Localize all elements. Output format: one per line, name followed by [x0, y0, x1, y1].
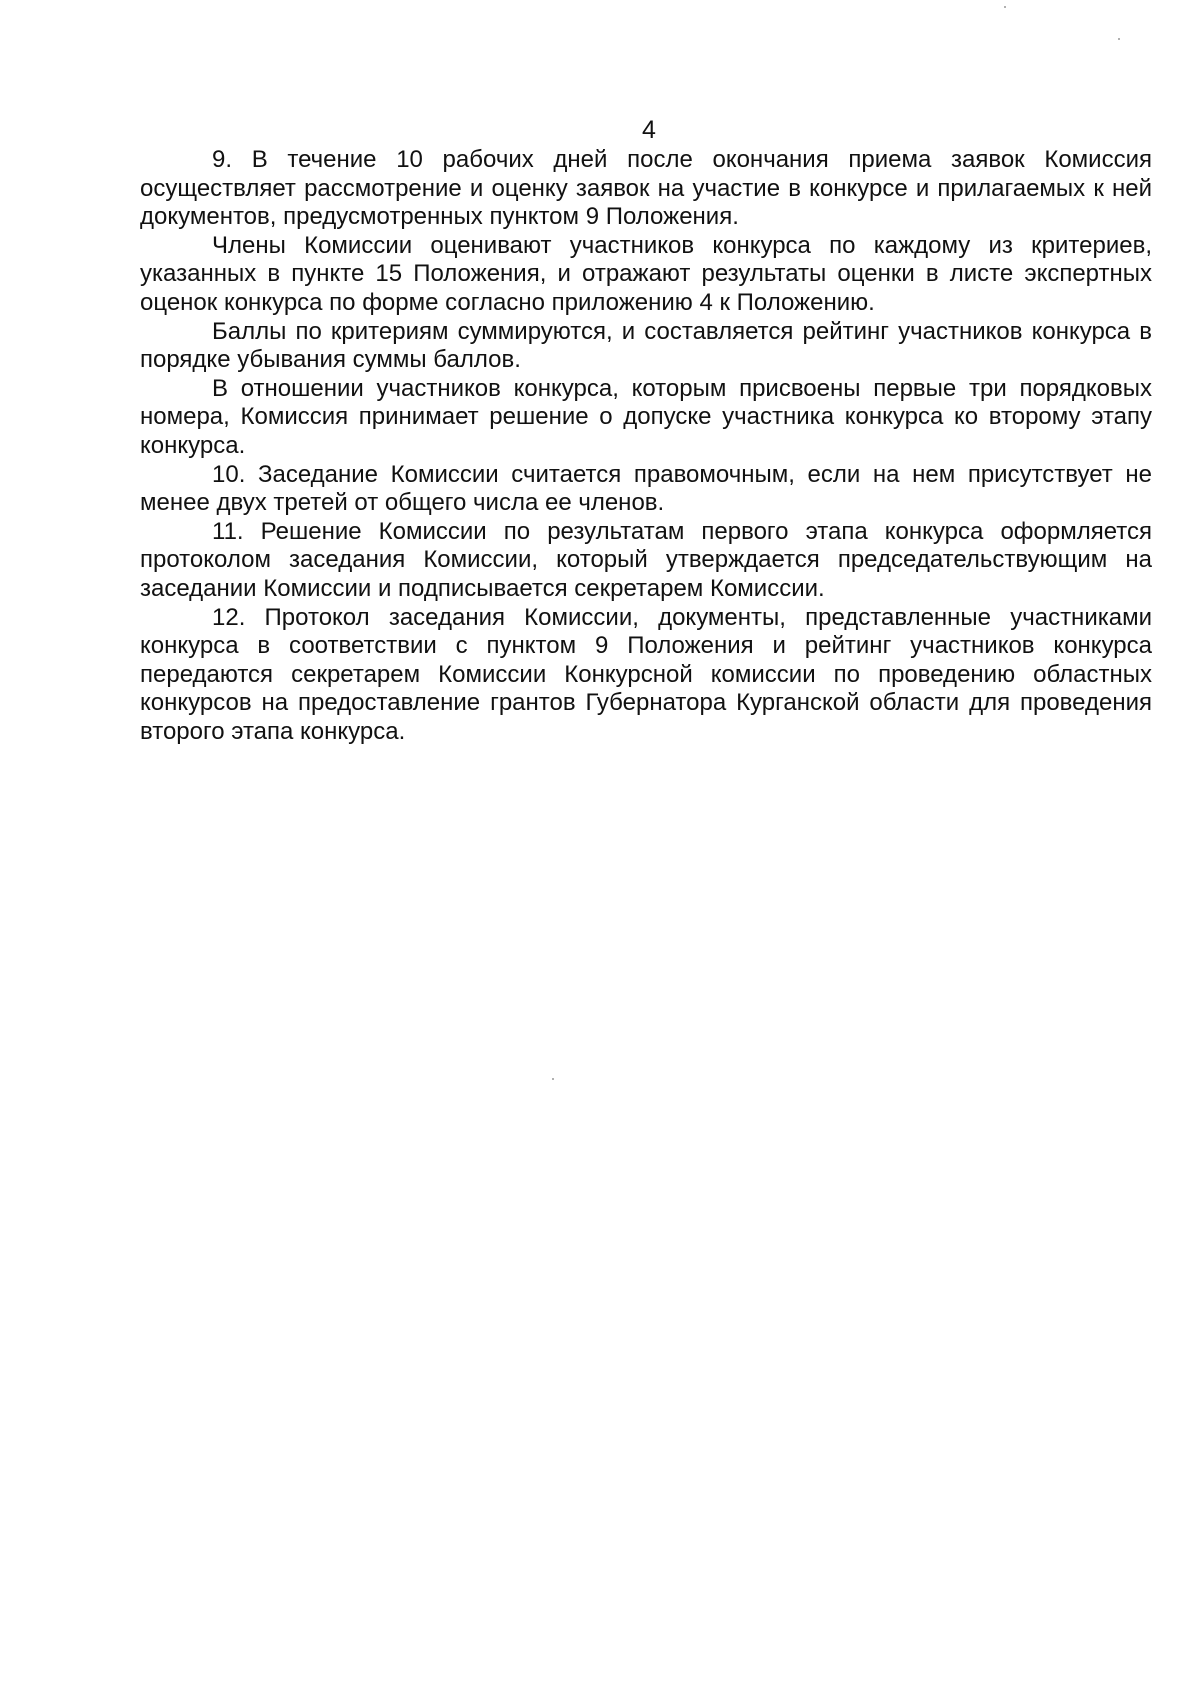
paragraph-item-10: 10. Заседание Комиссии считается правомочным, если на нем присутствует не менее двух третей от общего числа ее членов.: [140, 460, 1152, 517]
paragraph-item-11: 11. Решение Комиссии по результатам первого этапа конкурса оформляется протоколом заседания Комиссии, который утверждается председательствующим на заседании Комиссии и подписывается секретарем Комиссии.: [140, 517, 1152, 602]
document-body: [140, 146, 1152, 746]
paragraph-scores-rating: Баллы по критериям суммируются, и составляется рейтинг участников конкурса в порядке убывания суммы баллов.: [140, 317, 1152, 374]
paragraph-admission-decision: В отношении участников конкурса, которым присвоены первые три порядковых номера, Комиссия принимает решение о допуске участника конкурса ко второму этапу конкурса.: [140, 374, 1152, 459]
page-number: 4: [642, 116, 656, 144]
paragraph-item-9: 9. В течение 10 рабочих дней после окончания приема заявок Комиссия осуществляет рассмотрение и оценку заявок на участие в конкурсе и прилагаемых к ней документов, предусмотренных пунктом 9 Положения.: [140, 146, 1152, 231]
scan-speck: [1004, 6, 1006, 8]
scan-speck: [552, 1078, 554, 1080]
scan-speck: [1118, 38, 1120, 40]
paragraph-item-12: 12. Протокол заседания Комиссии, документы, представленные участниками конкурса в соответствии с пунктом 9 Положения и рейтинг участников конкурса передаются секретарем Комиссии Конкурсной комиссии по проведению областных конкурсов на предоставление грантов Губернатора Курганской области для проведения второго этапа конкурса.: [140, 603, 1152, 745]
paragraph-members-evaluate: Члены Комиссии оценивают участников конкурса по каждому из критериев, указанных в пункте 15 Положения, и отражают результаты оценки в листе экспертных оценок конкурса по форме согласно приложению 4 к Положению.: [140, 231, 1152, 316]
